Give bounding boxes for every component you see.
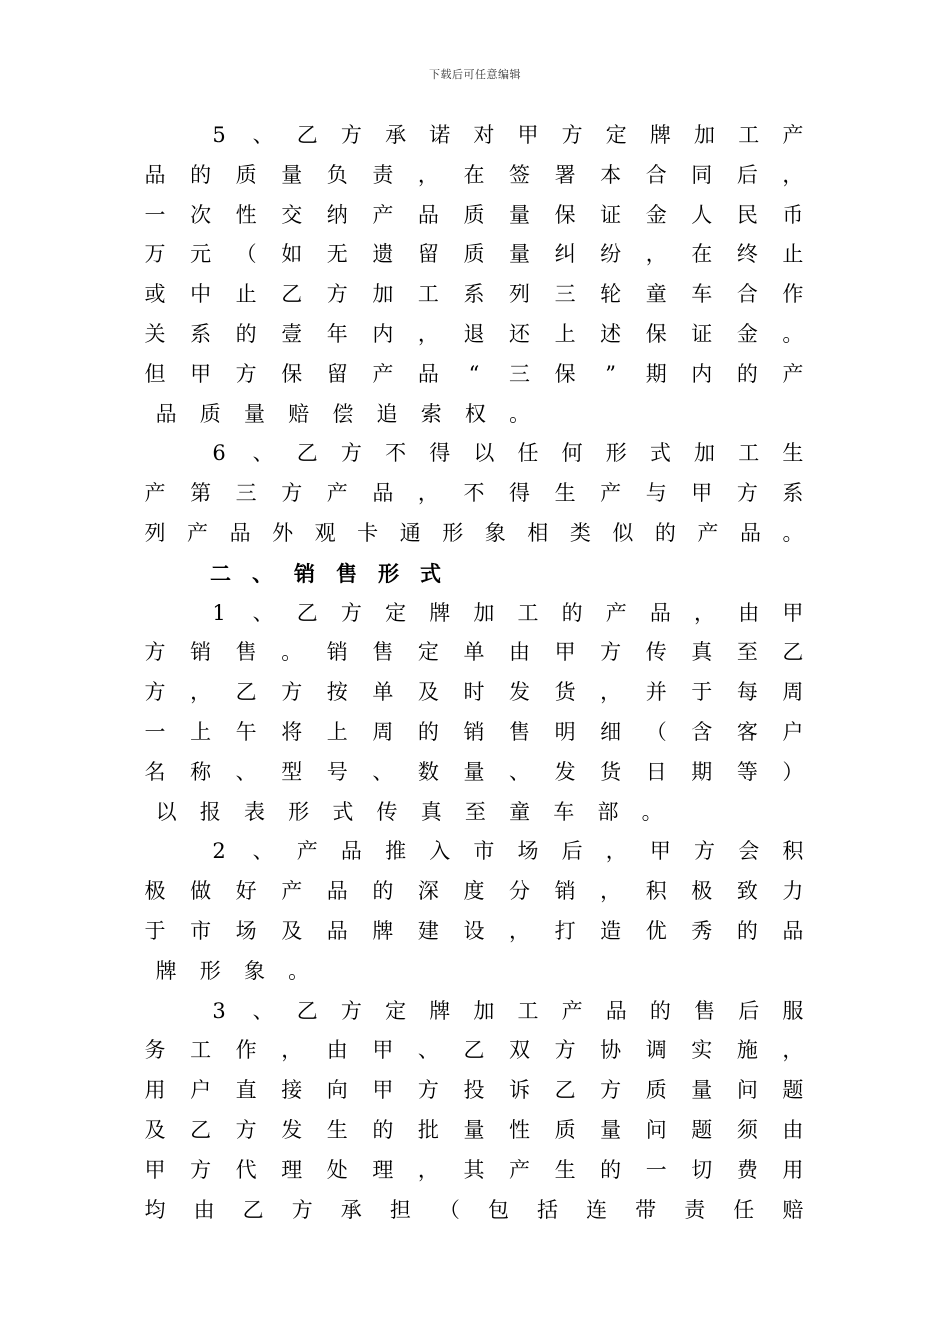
text-line: 均 由 乙 方 承 担 （ 包 括 连 带 责 任 赔	[144, 1197, 804, 1222]
text-line: 甲 方 代 理 处 理 ， 其 产 生 的 一 切 费 用	[144, 1157, 804, 1182]
text-line: 牌 形 象 。	[155, 958, 310, 983]
text-line: 5 、 乙 方 承 诺 对 甲 方 定 牌 加 工 产	[212, 123, 804, 147]
text-line: 方 ， 乙 方 按 单 及 时 发 货 ， 并 于 每 周	[144, 680, 804, 705]
page-header-note: 下载后可任意编辑	[429, 68, 521, 81]
text-line: 品 质 量 赔 偿 追 索 权 。	[155, 401, 531, 426]
text-line: 以 报 表 形 式 传 真 至 童 车 部 。	[155, 799, 663, 824]
text-line: 6 、 乙 方 不 得 以 任 何 形 式 加 工 生	[212, 441, 804, 466]
section-heading: 二 、 销 售 形 式	[210, 560, 441, 586]
text-line: 一 上 午 将 上 周 的 销 售 明 细 （ 含 客 户	[144, 719, 804, 744]
text-line: 1 、 乙 方 定 牌 加 工 的 产 品 ， 由 甲	[212, 600, 804, 625]
text-line: 名 称 、 型 号 、 数 量 、 发 货 日 期 等 ）	[144, 759, 804, 784]
text-line: 或 中 止 乙 方 加 工 系 列 三 轮 童 车 合 作	[144, 282, 804, 307]
text-line: 方 销 售 。 销 售 定 单 由 甲 方 传 真 至 乙	[144, 640, 804, 665]
text-line: 一 次 性 交 纳 产 品 质 量 保 证 金 人 民 币	[144, 202, 804, 227]
text-line: 万 元 （ 如 无 遗 留 质 量 纠 纷 ， 在 终 止	[144, 242, 804, 267]
text-line: 关 系 的 壹 年 内 ， 退 还 上 述 保 证 金 。	[144, 321, 804, 346]
text-line: 于 市 场 及 品 牌 建 设 ， 打 造 优 秀 的 品	[144, 918, 804, 943]
document-body	[144, 116, 804, 1230]
text-line: 用 户 直 接 向 甲 方 投 诉 乙 方 质 量 问 题	[144, 1078, 804, 1103]
text-line: 及 乙 方 发 生 的 批 量 性 质 量 问 题 须 由	[144, 1117, 804, 1142]
text-line: 产 第 三 方 产 品 ， 不 得 生 产 与 甲 方 系	[144, 481, 804, 506]
text-line: 务 工 作 ， 由 甲 、 乙 双 方 协 调 实 施 ，	[144, 1038, 804, 1063]
text-line: 2 、 产 品 推 入 市 场 后 ， 甲 方 会 积	[212, 839, 804, 864]
text-line: 极 做 好 产 品 的 深 度 分 销 ， 积 极 致 力	[144, 879, 804, 904]
text-line: 但 甲 方 保 留 产 品 “ 三 保 ” 期 内 的 产	[144, 361, 804, 386]
text-line: 列 产 品 外 观 卡 通 形 象 相 类 似 的 产 品 。	[144, 520, 804, 545]
text-line: 3 、 乙 方 定 牌 加 工 产 品 的 售 后 服	[212, 998, 804, 1023]
text-line: 品 的 质 量 负 责 ， 在 签 署 本 合 同 后 ，	[144, 162, 804, 187]
